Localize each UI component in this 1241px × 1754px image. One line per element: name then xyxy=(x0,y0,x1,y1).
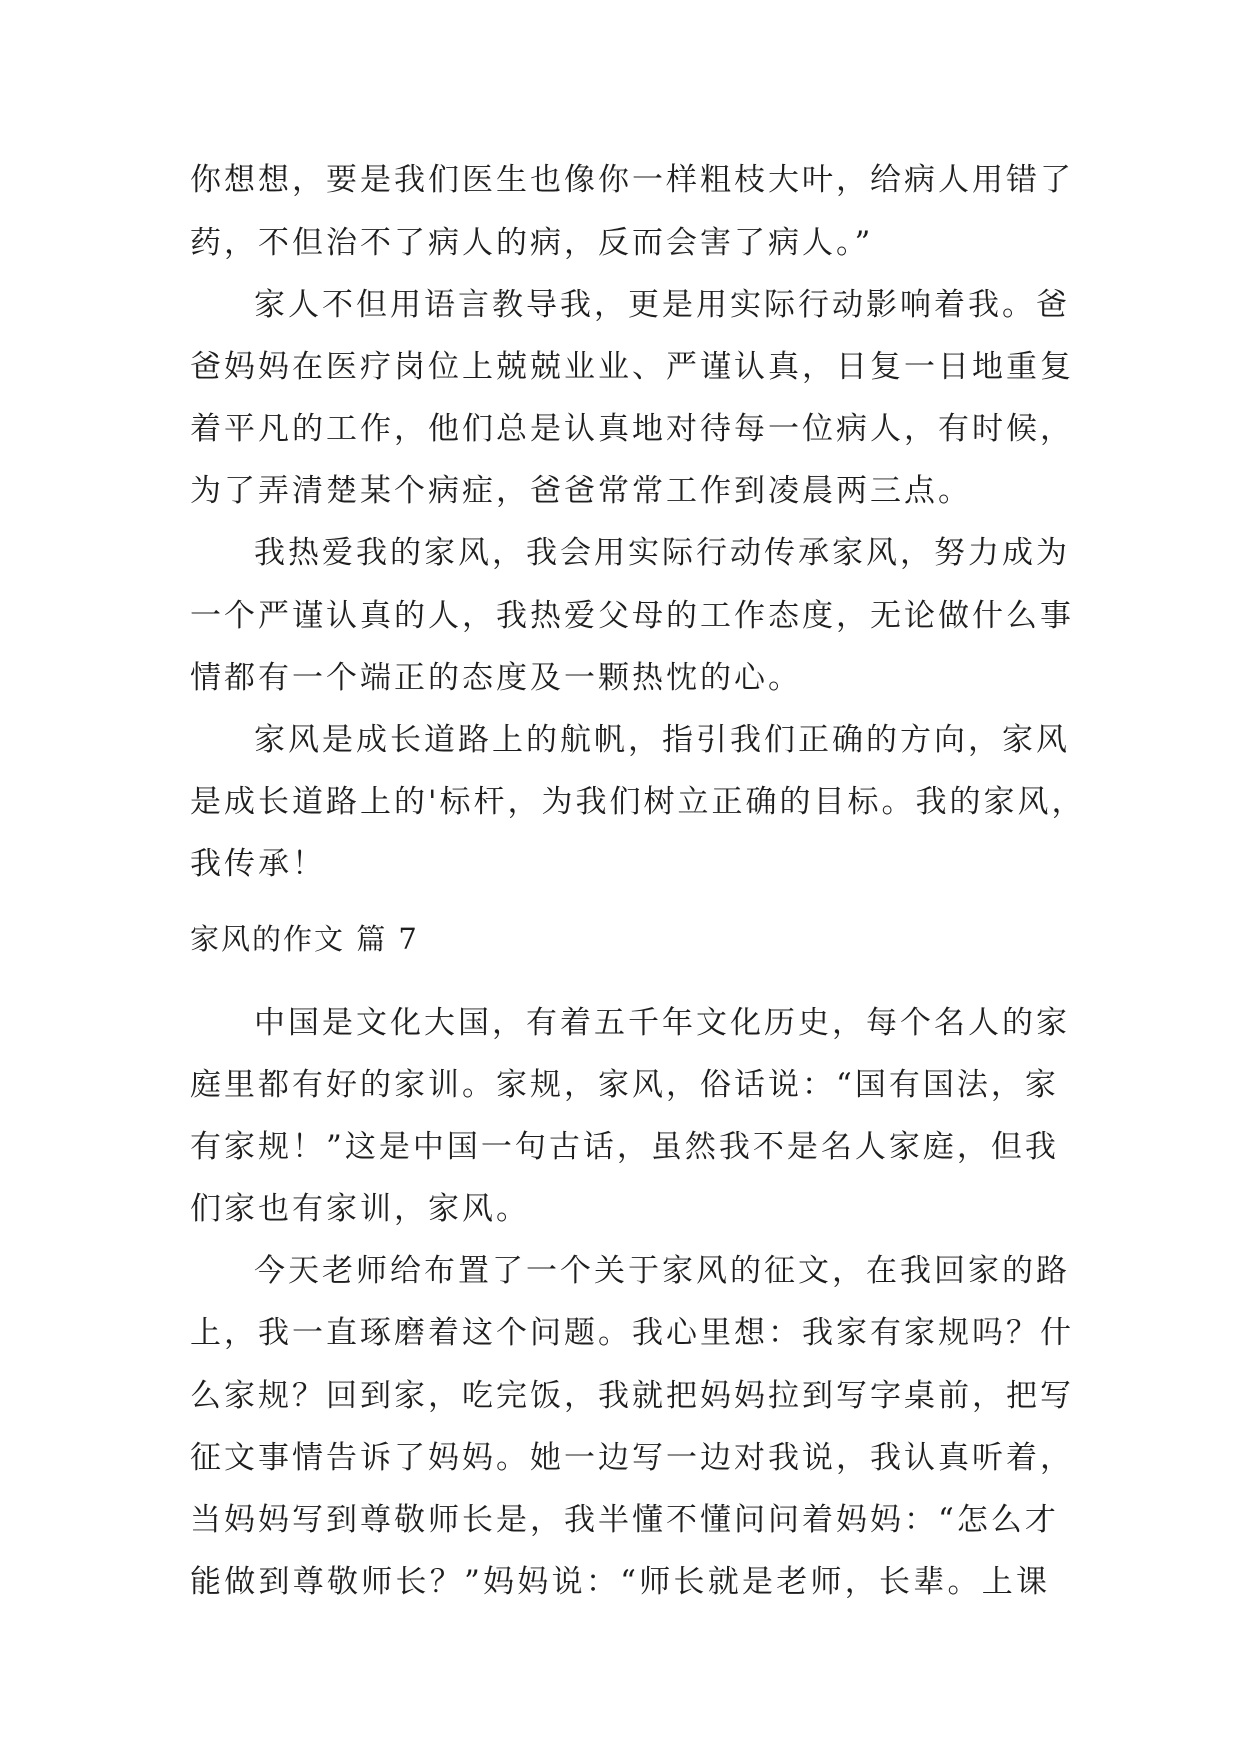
paragraph-line: 们家也有家训，家风。 xyxy=(190,1191,530,1227)
paragraph-line: 么家规？回到家，吃完饭，我就把妈妈拉到写字桌前，把写 xyxy=(190,1378,1074,1414)
paragraph-line: 着平凡的工作，他们总是认真地对待每一位病人，有时候， xyxy=(190,411,1074,447)
paragraph-line: 上，我一直琢磨着这个问题。我心里想：我家有家规吗？什 xyxy=(190,1315,1074,1351)
paragraph-line: 是成长道路上的'标杆，为我们树立正确的目标。我的家风， xyxy=(190,784,1086,820)
paragraph-line: 家风是成长道路上的航帆，指引我们正确的方向，家风 xyxy=(254,722,1070,758)
paragraph-line: 家人不但用语言教导我，更是用实际行动影响着我。爸 xyxy=(254,287,1070,323)
paragraph-line: 为了弄清楚某个病症，爸爸常常工作到凌晨两三点。 xyxy=(190,473,972,509)
section-heading: 家风的作文 篇 7 xyxy=(190,922,419,956)
paragraph-line: 征文事情告诉了妈妈。她一边写一边对我说，我认真听着， xyxy=(190,1440,1074,1476)
paragraph-line: 有家规！”这是中国一句古话，虽然我不是名人家庭，但我 xyxy=(190,1129,1059,1165)
paragraph-line: 我传承！ xyxy=(190,846,326,882)
paragraph-line: 你想想，要是我们医生也像你一样粗枝大叶，给病人用错了 xyxy=(190,162,1074,198)
paragraph-line: 当妈妈写到尊敬师长是，我半懂不懂问问着妈妈：“怎么才 xyxy=(190,1502,1059,1538)
paragraph-line: 爸妈妈在医疗岗位上兢兢业业、严谨认真，日复一日地重复 xyxy=(190,349,1074,385)
paragraph-line: 中国是文化大国，有着五千年文化历史，每个名人的家 xyxy=(254,1005,1070,1041)
paragraph-line: 情都有一个端正的态度及一颗热忱的心。 xyxy=(190,660,802,696)
paragraph-line: 今天老师给布置了一个关于家风的征文，在我回家的路 xyxy=(254,1253,1070,1289)
paragraph-line: 庭里都有好的家训。家规，家风，俗话说：“国有国法，家 xyxy=(190,1067,1059,1103)
paragraph-line: 我热爱我的家风，我会用实际行动传承家风，努力成为 xyxy=(254,535,1070,571)
paragraph-line: 药，不但治不了病人的病，反而会害了病人。” xyxy=(190,225,874,261)
paragraph-line: 能做到尊敬师长？”妈妈说：“师长就是老师，长辈。上课 xyxy=(190,1564,1050,1600)
paragraph-line: 一个严谨认真的人，我热爱父母的工作态度，无论做什么事 xyxy=(190,598,1074,634)
